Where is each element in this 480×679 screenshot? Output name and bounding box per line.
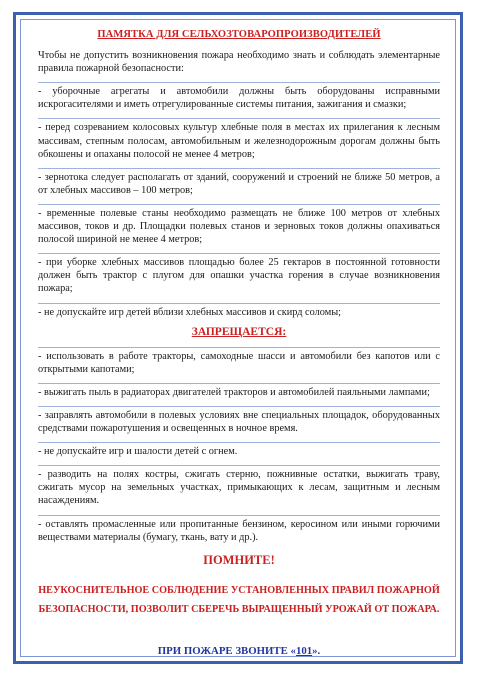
rule-item: - зернотока следует располагать от зданий, сооружений и строений не ближе 50 метров, а от хлебных массивов – 100 метров; [38,168,440,197]
call-prefix: ПРИ ПОЖАРЕ ЗВОНИТЕ « [157,644,296,657]
prohibited-item: - выжигать пыль в радиаторах двигателей тракторов и автомобилей паяльными лампами; [38,383,440,399]
prohibited-heading: ЗАПРЕЩАЕТСЯ: [191,325,287,338]
memo-content [38,26,440,658]
prohibited-item: - оставлять промасленные или пропитанные бензином, керосином или иными горючими веществами материалы (бумагу, ткань, вату и др.). [38,515,440,544]
emergency-number: 101 [295,644,313,657]
rule-item: - при уборке хлебных массивов площадью более 25 гектаров в постоянной готовности должен быть трактор с плугом для опашки участка горения в случае возникновения пожара; [38,253,440,295]
prohibited-item: - использовать в работе тракторы, самоходные шасси и автомобили без капотов или с открытыми капотами; [38,347,440,376]
memo-title: ПАМЯТКА ДЛЯ СЕЛЬХОЗТОВАРОПРОИЗВОДИТЕЛЕЙ [97,29,381,40]
prohibited-item: - разводить на полях костры, сжигать стерню, пожнивные остатки, выжигать траву, сжигать мусор на земельных участках, примыкающих к лесам, защитным и лесным насаждениям. [38,465,440,507]
intro-paragraph: Чтобы не допустить возникновения пожара необходимо знать и соблюдать элементарные правила пожарной безопасности: [38,50,440,75]
rule-item: - временные полевые станы необходимо размещать не ближе 100 метров от хлебных массивов, токов и др. Площадки полевых станов и зерновых токов должны опахиваться полосой шириной не менее 4 метров; [38,204,440,246]
rule-item: - уборочные агрегаты и автомобили должны быть оборудованы исправными искрогасителями и иметь отрегулированные системы питания, зажигания и смазки; [38,82,440,111]
rule-item: - перед созреванием колосовых культур хлебные поля в местах их прилегания к лесным массивам, степным полосам, автомобильным и железнодорожным дорогам должны быть обкошены и опаханы полосой не менее 4 метров; [38,118,440,160]
call-suffix: ». [312,644,321,657]
rule-item: - не допускайте игр детей вблизи хлебных массивов и скирд соломы; [38,303,440,319]
remember-heading: ПОМНИТЕ! [203,552,275,567]
safety-warning: НЕУКОСНИТЕЛЬНОЕ СОБЛЮДЕНИЕ УСТАНОВЛЕННЫХ ПРАВИЛ ПОЖАРНОЙ БЕЗОПАСНОСТИ, ПОЗВОЛИТ СБЕРЕЧЬ ВЫРАЩЕННЫЙ УРОЖАЙ ОТ ПОЖАРА. [38,584,440,615]
emergency-call-line [38,645,440,658]
prohibited-item: - не допускайте игр и шалости детей с огнем. [38,442,440,458]
prohibited-item: - заправлять автомобили в полевых условиях вне специальных площадок, оборудованных средствами пожаротушения и освещенных в ночное время. [38,406,440,435]
